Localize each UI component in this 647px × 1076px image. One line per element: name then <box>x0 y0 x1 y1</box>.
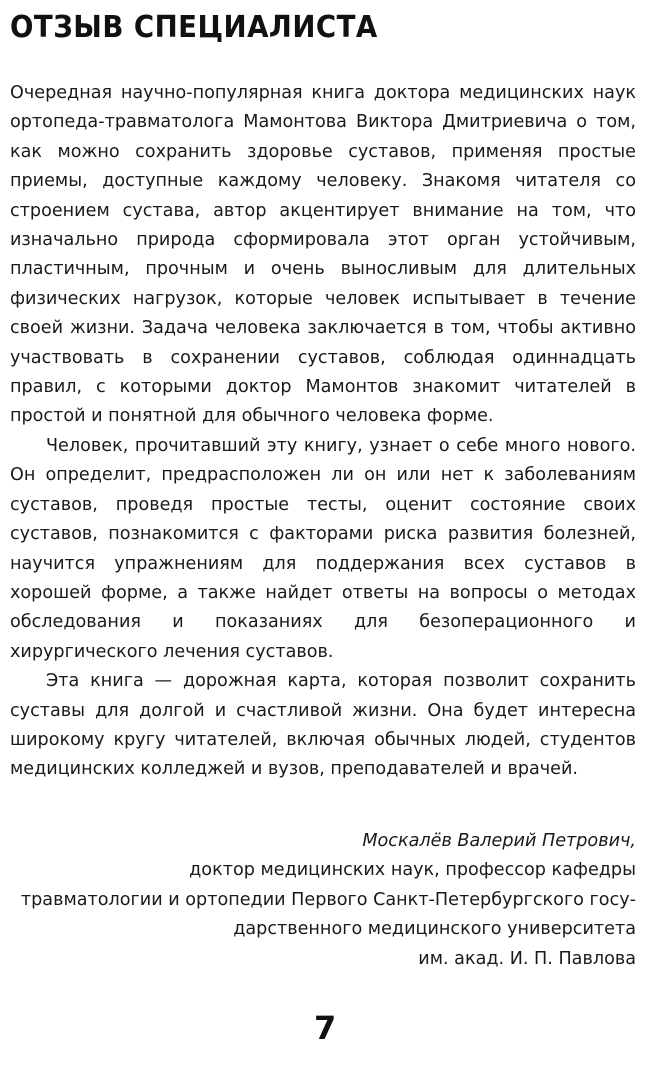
page-heading: ОТЗЫВ СПЕЦИАЛИСТА <box>10 10 378 45</box>
reviewer-signature <box>10 827 636 974</box>
reviewer-title-line-2: травматологии и ортопедии Первого Санкт-Петербургского госу- <box>20 889 636 910</box>
book-page <box>10 0 636 1076</box>
page-number: 7 <box>314 1009 337 1047</box>
reviewer-title-line-4: им. акад. И. П. Павлова <box>418 948 636 969</box>
reviewer-title-line-1: доктор медицинских наук, профессор кафедры <box>189 860 636 881</box>
reviewer-name: Москалёв Валерий Петрович, <box>362 831 636 851</box>
paragraph-3: Эта книга — дорожная карта, которая позволит сохранить суставы для долгой и счастливой жизни. Она будет интересна широкому кругу читателей, включая обычных людей, студентов медицинских колледжей и вузов, преподавателей и врачей. <box>10 671 636 780</box>
review-text <box>10 79 636 785</box>
paragraph-2: Человек, прочитавший эту книгу, узнает о себе много нового. Он определит, предрасположен ли он или нет к заболеваниям суставов, проведя простые тесты, оценит состояние своих суставов, познакомится с факторами риска развития болезней, научится упражнениям для поддержания всех суставов в хорошей форме, а также найдет ответы на вопросы о методах обследования и показаниях для безоперационного и хирургического лечения суставов. <box>10 435 636 662</box>
paragraph-1: Очередная научно-популярная книга доктора медицинских наук ортопеда-травматолога Мамонтова Виктора Дмитриевича о том, как можно сохранить здоровье суставов, применяя простые приемы, доступные каждому человеку. Знакомя читателя со строением сустава, автор акцентирует внимание на том, что изначально природа сформировала этот орган устойчивым, пластичным, прочным и очень выносливым для длительных физических нагрузок, которые человек испытывает в течение своей жизни. Задача человека заключается в том, чтобы активно участвовать в сохранении суставов, соблюдая одиннадцать правил, с которыми доктор Мамонтов знакомит читателей в простой и понятной для обычного человека форме. <box>10 83 636 427</box>
reviewer-title-line-3: дарственного медицинского университета <box>233 919 636 940</box>
